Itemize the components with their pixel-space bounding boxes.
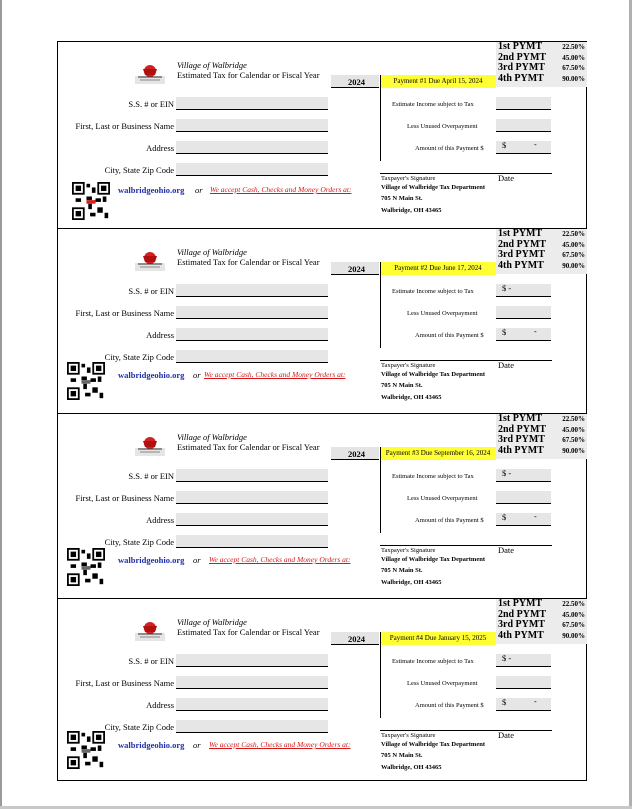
address-field[interactable] [176,698,328,711]
remit-dept: Village of Walbridge Tax Department [381,371,485,378]
accept-payment-text: We accept Cash, Checks and Money Orders at: [209,555,351,564]
tax-year: 2024 [348,77,365,87]
signature-label: Taxpayer's Signature [381,362,436,369]
signature-label: Taxpayer's Signature [381,732,436,739]
schedule-row: 1st PYMT 22.50% [498,228,585,239]
signature-label: Taxpayer's Signature [381,547,436,554]
amount-label: Amount of this Payment $ [415,145,484,152]
name-label: First, Last or Business Name [75,121,174,131]
amount-dollar: $ [502,512,507,522]
amount-label: Amount of this Payment $ [415,332,484,339]
form-subtitle: Estimated Tax for Calendar or Fiscal Year [177,627,320,637]
ssn-label: S.S. # or EIN [128,656,174,666]
city-field[interactable] [176,163,328,176]
remit-street: 705 N Main St. [381,382,423,389]
schedule-row: 2nd PYMT 45.00% [498,52,585,63]
or-text: or [193,370,201,380]
schedule-row: 4th PYMT 90.00% [498,445,585,456]
tax-year: 2024 [348,449,365,459]
date-label: Date [498,730,515,740]
address-field[interactable] [176,513,328,526]
schedule-row: 1st PYMT 22.50% [498,413,585,424]
schedule-row: 3rd PYMT 67.50% [498,619,585,630]
amount-dollar: $ [502,327,507,337]
city-field[interactable] [176,535,328,548]
estimate-income-field[interactable] [496,97,551,110]
address-label: Address [146,700,174,710]
overpayment-field[interactable] [496,676,551,689]
name-field[interactable] [176,491,328,504]
payment-voucher-2 [58,228,586,414]
city-label: City, State Zip Code [104,165,174,175]
overpayment-label: Less Unused Overpayment [407,123,478,130]
payment-schedule [496,599,587,644]
ssn-field[interactable] [176,469,328,482]
schedule-row: 3rd PYMT 67.50% [498,434,585,445]
overpayment-field[interactable] [496,491,551,504]
estimated-tax-sheet [57,41,587,781]
accept-payment-text: We accept Cash, Checks and Money Orders at: [210,185,352,194]
website-link[interactable]: walbridgeohio.org [118,740,185,750]
date-label: Date [498,360,515,370]
qr-code-icon [67,362,105,400]
estimate-income-label: Estimate Income subject to Tax [392,101,474,108]
village-title: Village of Walbridge [177,432,247,442]
village-logo-icon [135,249,165,271]
name-field[interactable] [176,119,328,132]
signature-line[interactable] [380,730,552,731]
ssn-field[interactable] [176,97,328,110]
remit-dept: Village of Walbridge Tax Department [381,184,485,191]
payment-voucher-3 [58,413,586,599]
amount-dollar: $ [502,697,507,707]
village-title: Village of Walbridge [177,60,247,70]
website-link[interactable]: walbridgeohio.org [118,185,185,195]
divider [380,447,381,533]
date-label: Date [498,545,515,555]
address-label: Address [146,330,174,340]
remit-city: Walbridge, OH 43465 [381,207,442,214]
village-title: Village of Walbridge [177,617,247,627]
payment-schedule [496,414,587,459]
due-date-banner: Payment #2 Due June 17, 2024 [380,262,496,275]
due-date-banner: Payment #1 Due April 15, 2024 [380,75,496,88]
overpayment-label: Less Unused Overpayment [407,495,478,502]
amount-dash: - [534,140,537,149]
divider [380,75,381,161]
city-field[interactable] [176,350,328,363]
name-field[interactable] [176,676,328,689]
address-label: Address [146,143,174,153]
divider [380,632,381,718]
signature-line[interactable] [380,545,552,546]
address-field[interactable] [176,141,328,154]
estimate-income-value: $ - [502,283,512,293]
ssn-label: S.S. # or EIN [128,471,174,481]
remit-dept: Village of Walbridge Tax Department [381,741,485,748]
name-label: First, Last or Business Name [75,308,174,318]
remit-city: Walbridge, OH 43465 [381,394,442,401]
schedule-row: 2nd PYMT 45.00% [498,609,585,620]
schedule-row: 2nd PYMT 45.00% [498,424,585,435]
city-field[interactable] [176,720,328,733]
overpayment-label: Less Unused Overpayment [407,680,478,687]
city-label: City, State Zip Code [104,537,174,547]
schedule-row: 2nd PYMT 45.00% [498,239,585,250]
divider [380,262,381,348]
remit-city: Walbridge, OH 43465 [381,579,442,586]
form-subtitle: Estimated Tax for Calendar or Fiscal Year [177,442,320,452]
village-logo-icon [135,434,165,456]
remit-street: 705 N Main St. [381,752,423,759]
tax-year: 2024 [348,264,365,274]
schedule-row: 1st PYMT 22.50% [498,598,585,609]
form-subtitle: Estimated Tax for Calendar or Fiscal Year [177,257,320,267]
overpayment-field[interactable] [496,306,551,319]
qr-code-icon [67,548,105,586]
payment-voucher-1 [58,42,586,227]
amount-dash: - [534,697,537,706]
ssn-field[interactable] [176,654,328,667]
payment-voucher-4 [58,598,586,784]
remit-dept: Village of Walbridge Tax Department [381,556,485,563]
address-field[interactable] [176,328,328,341]
due-date-banner: Payment #3 Due September 16, 2024 [380,447,496,460]
estimate-income-value: $ - [502,468,512,478]
payment-schedule [496,42,587,87]
amount-dash: - [534,327,537,336]
village-logo-icon [135,62,165,84]
page-left-edge [0,0,2,809]
schedule-row: 4th PYMT 90.00% [498,260,585,271]
qr-code-icon [72,182,110,220]
address-label: Address [146,515,174,525]
or-text: or [195,185,203,195]
schedule-row: 3rd PYMT 67.50% [498,62,585,73]
schedule-row: 3rd PYMT 67.50% [498,249,585,260]
city-label: City, State Zip Code [104,722,174,732]
due-date-banner: Payment #4 Due January 15, 2025 [380,632,496,645]
amount-label: Amount of this Payment $ [415,517,484,524]
village-logo-icon [135,619,165,641]
schedule-row: 1st PYMT 22.50% [498,41,585,52]
schedule-row: 4th PYMT 90.00% [498,630,585,641]
name-label: First, Last or Business Name [75,493,174,503]
amount-dollar: $ [502,140,507,150]
ssn-label: S.S. # or EIN [128,99,174,109]
signature-label: Taxpayer's Signature [381,175,436,182]
estimate-income-label: Estimate Income subject to Tax [392,658,474,665]
form-subtitle: Estimated Tax for Calendar or Fiscal Year [177,70,320,80]
remit-street: 705 N Main St. [381,567,423,574]
remit-street: 705 N Main St. [381,195,423,202]
ssn-field[interactable] [176,284,328,297]
qr-code-icon [67,731,105,769]
website-link[interactable]: walbridgeohio.org [118,555,185,565]
ssn-label: S.S. # or EIN [128,286,174,296]
remit-city: Walbridge, OH 43465 [381,764,442,771]
amount-label: Amount of this Payment $ [415,702,484,709]
village-title: Village of Walbridge [177,247,247,257]
website-link[interactable]: walbridgeohio.org [118,370,185,380]
estimate-income-label: Estimate Income subject to Tax [392,288,474,295]
date-label: Date [498,173,515,183]
signature-line[interactable] [380,173,552,174]
name-label: First, Last or Business Name [75,678,174,688]
amount-dash: - [534,512,537,521]
schedule-row: 4th PYMT 90.00% [498,73,585,84]
or-text: or [193,555,201,565]
accept-payment-text: We accept Cash, Checks and Money Orders at: [209,740,351,749]
name-field[interactable] [176,306,328,319]
accept-payment-text: We accept Cash, Checks and Money Orders at: [204,370,346,379]
city-label: City, State Zip Code [104,352,174,362]
estimate-income-label: Estimate Income subject to Tax [392,473,474,480]
signature-line[interactable] [380,360,552,361]
or-text: or [193,740,201,750]
estimate-income-value: $ - [502,653,512,663]
overpayment-field[interactable] [496,119,551,132]
payment-schedule [496,229,587,274]
overpayment-label: Less Unused Overpayment [407,310,478,317]
tax-year: 2024 [348,634,365,644]
